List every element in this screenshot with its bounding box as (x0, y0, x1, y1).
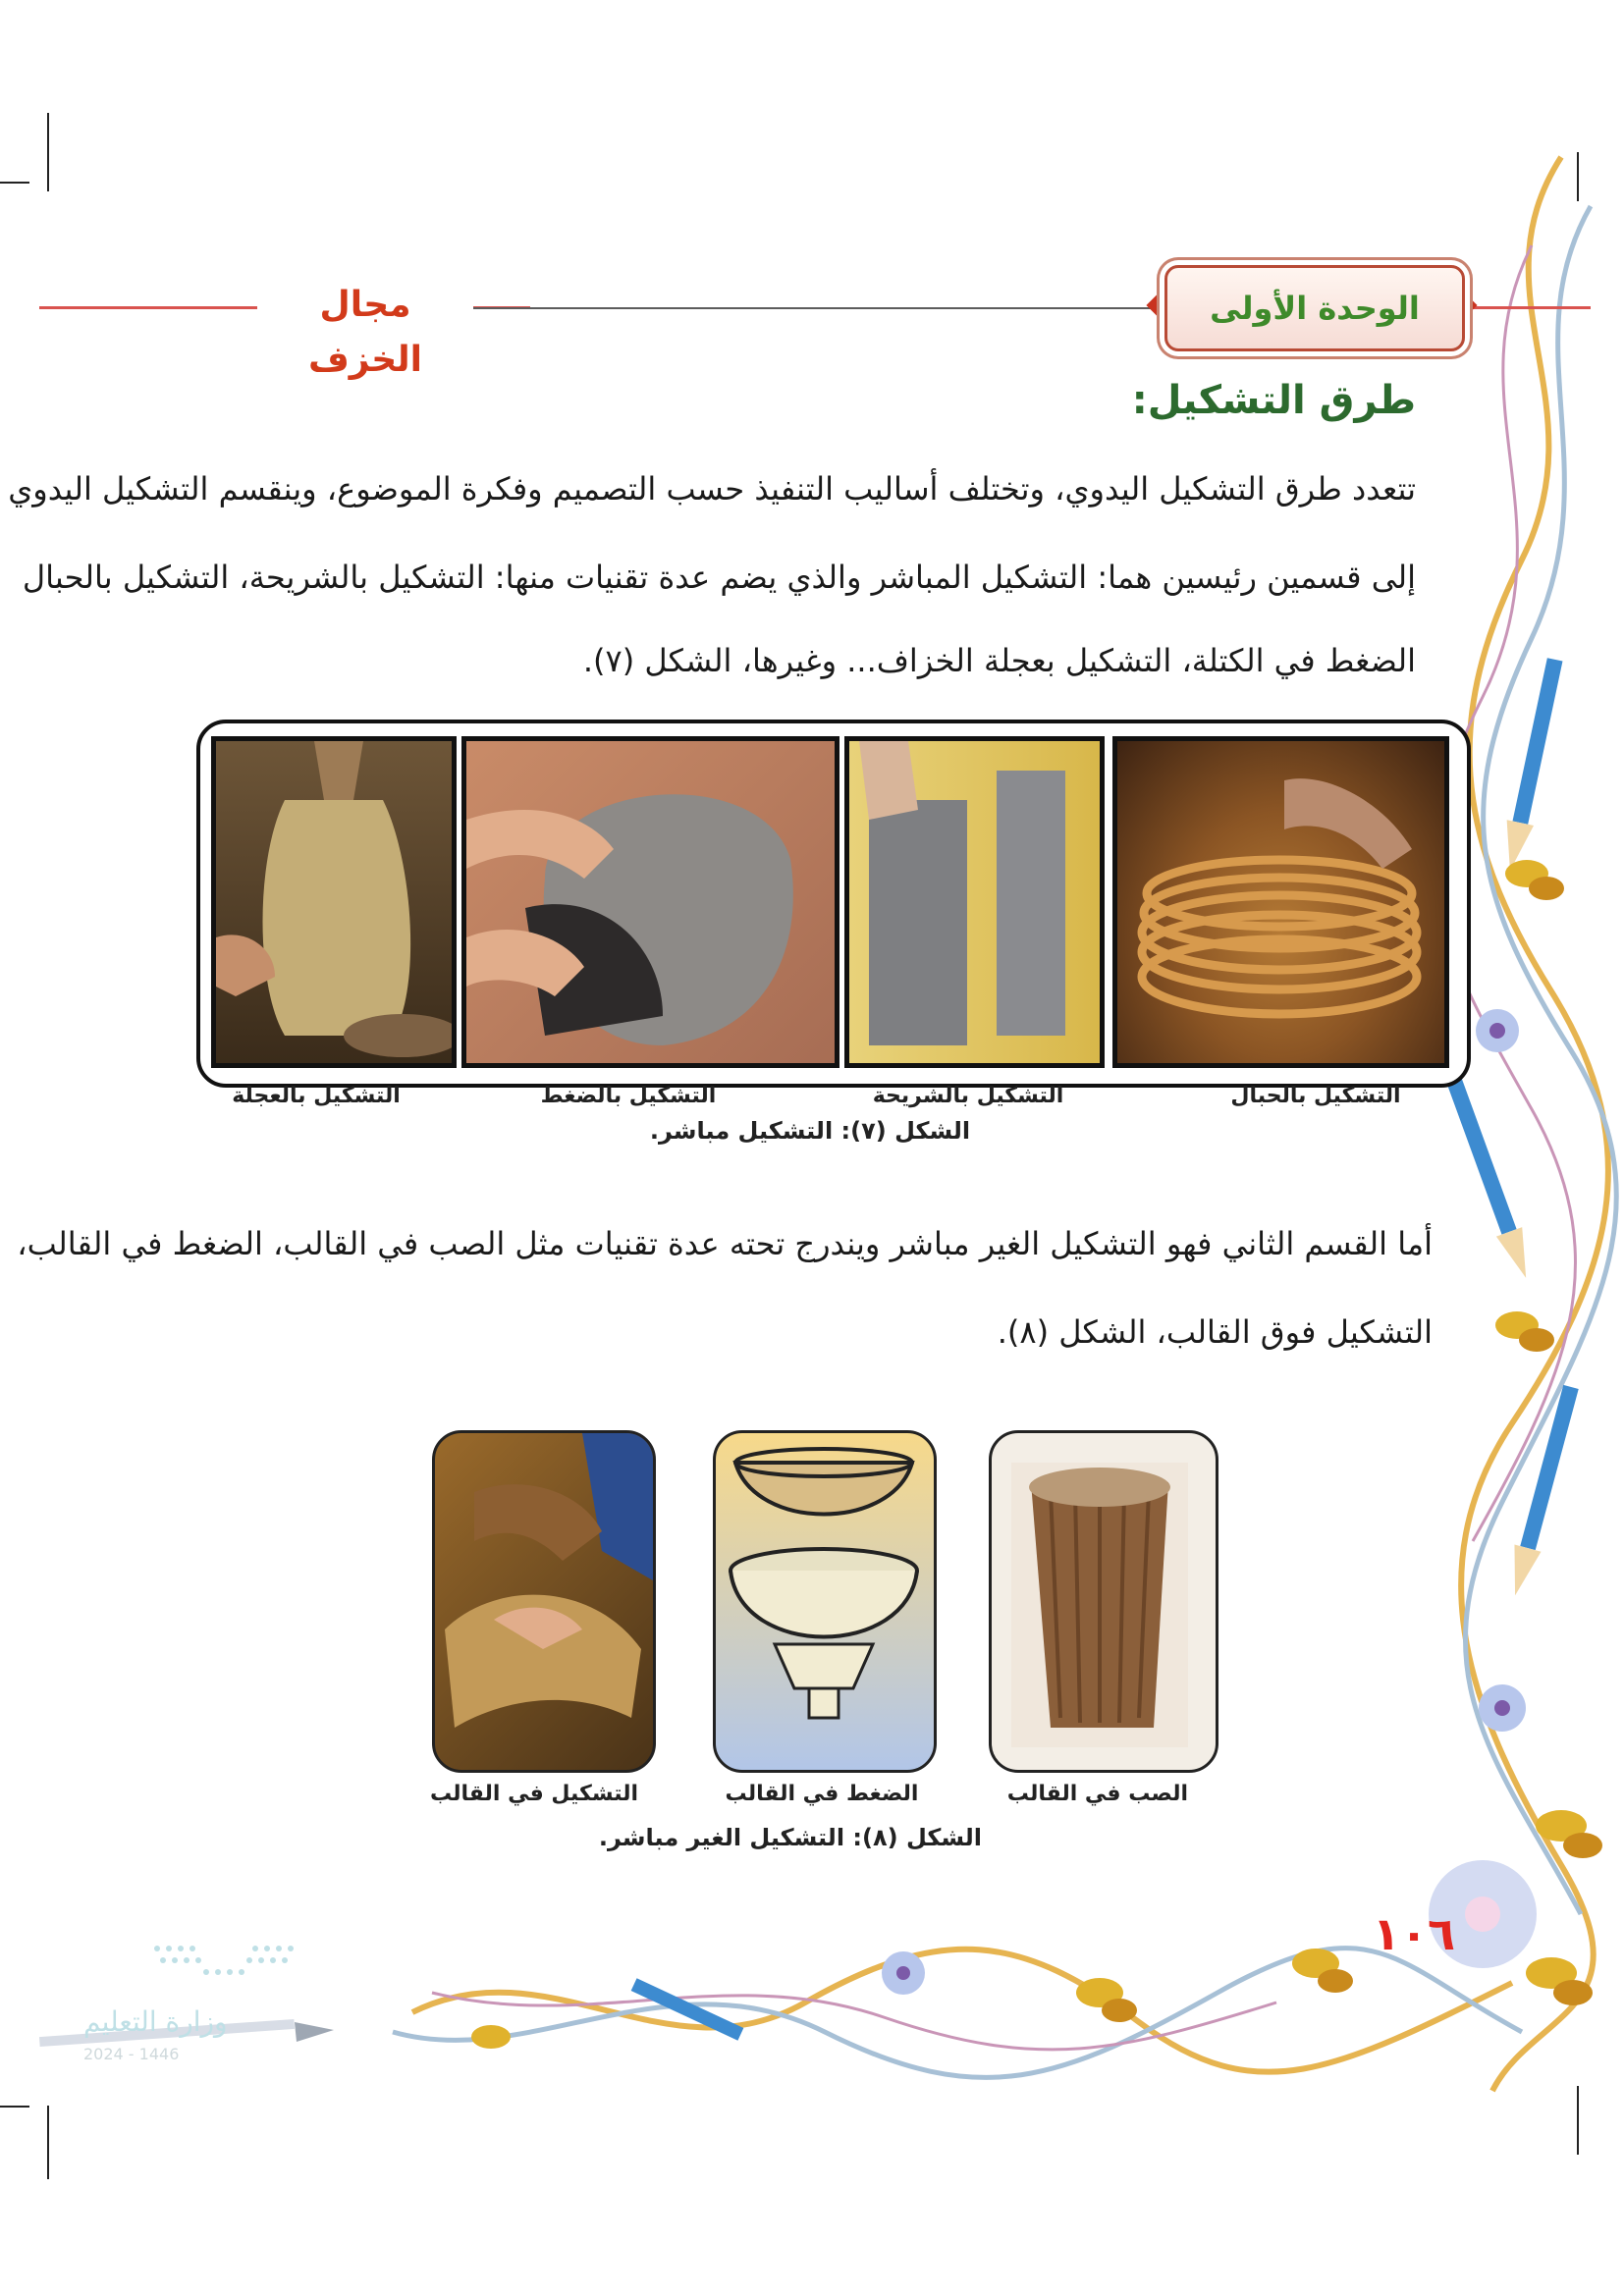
unit-title: الوحدة الأولى (1210, 290, 1420, 327)
caption-pinch: التشكيل بالضغط (540, 1084, 717, 1108)
page-number: ١٠٦ (1372, 1907, 1456, 1960)
photo-slab-building (844, 736, 1105, 1068)
flower-icon (1479, 1684, 1526, 1732)
paragraph-line: أما القسم الثاني فهو التشكيل الغير مباشر ويندرج تحته عدة تقنيات مثل الصب في القالب، الضغط في القالب، (17, 1225, 1433, 1262)
photo-hump-molding (432, 1430, 656, 1773)
ministry-logo-text: وزارة التعليم (83, 2005, 228, 2038)
photo-coil-building (1112, 736, 1449, 1068)
crop-mark (47, 2106, 49, 2179)
photo-pinch-pressing (461, 736, 839, 1068)
butterfly-icon (1505, 860, 1564, 900)
pencil-icon (1496, 658, 1562, 874)
ministry-logo-icon (147, 1939, 304, 1988)
field-title: مجال الخزف (257, 278, 473, 333)
crop-mark (0, 2106, 29, 2108)
ministry-logo-year: 2024 - 1446 (83, 2045, 180, 2063)
caption-hump-molding: التشكيل في القالب (429, 1782, 638, 1806)
figure-7-caption: الشكل (٧): التشكيل مباشر. (649, 1117, 971, 1145)
butterfly-icon (1526, 1957, 1593, 2005)
crop-mark (0, 182, 29, 184)
butterfly-icon (471, 2025, 511, 2049)
photo-press-molding (713, 1430, 937, 1773)
butterfly-icon (1292, 1949, 1353, 1993)
paragraph-line: الضغط في الكتلة، التشكيل بعجلة الخزاف... وغيرها، الشكل (٧). (582, 642, 1416, 679)
butterfly-icon (1495, 1311, 1554, 1352)
caption-press-molding: الضغط في القالب (725, 1782, 919, 1806)
paragraph-line: إلى قسمين رئيسين هما: التشكيل المباشر والذي يضم عدة تقنيات منها: التشكيل بالشريحة، التشكيل بالحبال (22, 559, 1416, 596)
crop-mark (47, 113, 49, 191)
caption-slab: التشكيل بالشريحة (872, 1084, 1064, 1108)
photo-wheel-throwing (211, 736, 457, 1068)
flower-icon (882, 1951, 925, 1995)
caption-slip-casting: الصب في القالب (1006, 1782, 1188, 1806)
unit-badge (1164, 265, 1465, 351)
caption-wheel: التشكيل بالعجلة (232, 1084, 401, 1108)
paragraph-line: التشكيل فوق القالب، الشكل (٨). (997, 1313, 1433, 1351)
pencil-icon (1444, 1072, 1539, 1282)
caption-coil: التشكيل بالحبال (1230, 1084, 1401, 1108)
decorative-border (1414, 147, 1624, 2101)
figure-8-caption: الشكل (٨): التشكيل الغير مباشر. (598, 1824, 982, 1851)
paragraph-line: تتعدد طرق التشكيل اليدوي، وتختلف أساليب التنفيذ حسب التصميم وفكرة الموضوع، وينقسم التشكيل اليدوي (8, 470, 1416, 507)
butterfly-icon (1076, 1978, 1137, 2022)
section-title: طرق التشكيل: (1131, 378, 1416, 423)
header-rule-middle (461, 307, 1159, 309)
photo-slip-casting (989, 1430, 1218, 1773)
header-rule-right (1463, 306, 1591, 309)
flower-icon (1476, 1009, 1519, 1052)
